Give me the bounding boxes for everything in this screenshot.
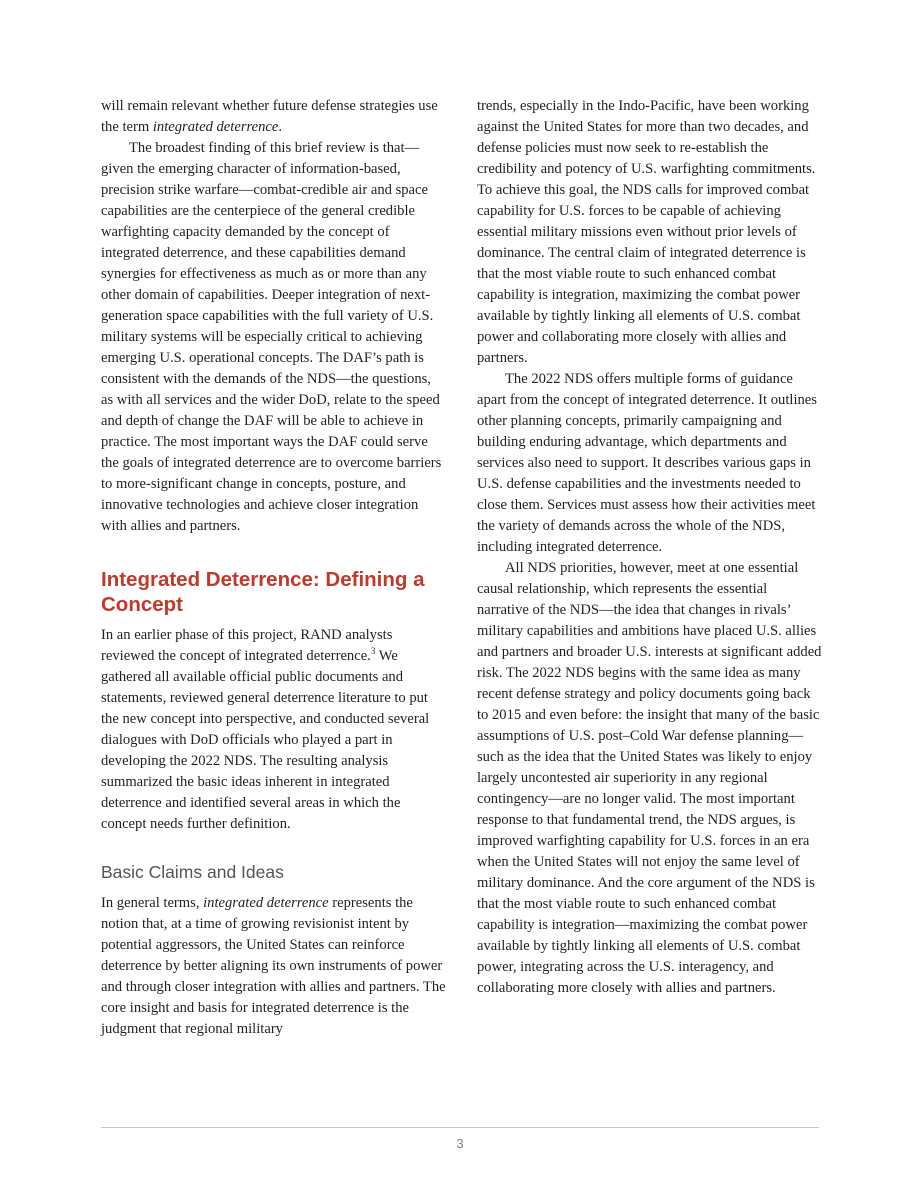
paragraph-trends: trends, especially in the Indo-Pacific, have been working against the United States for more than two decades, and defense policies must now seek to re-establish the credibility and potency of U.S. warfighting commitments. To achieve this goal, the NDS calls for improved combat capability for U.S. forces to be capable of achieving essential military missions even without prior levels of dominance. The central claim of integrated deterrence is that the most viable route to such enhanced combat capability is integration, maximizing the combat power available by tightly linking all elements of U.S. combat power and collaborating more closely with allies and partners. (477, 98, 816, 366)
paragraph-broadest-finding: The broadest finding of this brief review is that—given the emerging character of information-based, precision strike warfare—combat-credible air and space capabilities are the centerpiece of the general credible warfighting capacity demanded by the concept of integrated deterrence, and these capabilities demand synergies for effectiveness as much as or more than any other domain of capabilities. Deeper integration of next-generation space capabilities with the full variety of U.S. military systems will be especially critical to achieving emerging U.S. operational concepts. The DAF’s path is consistent with the demands of the NDS—the questions, as with all services and the wider DoD, relate to the speed and depth of change the DAF will be able to achieve in practice. The most important ways the DAF could serve the goals of integrated deterrence are to overcome barriers to more-significant change in concepts, posture, and innovative technologies and achieve closer integration with allies and partners. (101, 140, 442, 534)
footnote-marker: 3 (370, 646, 376, 657)
footer-divider (101, 1127, 819, 1128)
page-number: 3 (456, 1136, 464, 1151)
paragraph-nds-guidance: The 2022 NDS offers multiple forms of guidance apart from the concept of integrated deterrence. It outlines other planning concepts, primarily campaigning and building enduring advantage, which departments and services also need to support. It describes various gaps in U.S. defense capabilities and the investments needed to close them. Services must assess how their activities meet the variety of demands across the whole of the NDS, including integrated deterrence. (477, 371, 817, 555)
paragraph-earlier-phase: In an earlier phase of this project, RAND analysts reviewed the concept of integrated deterrence.$^3$ We gathered all available official public documents and statements, reviewed general deterrence literature to put the new concept into perspective, and conducted several dialogues with DoD officials who played a part in developing the 2022 NDS. The resulting analysis summarized the basic ideas inherent in integrated deterrence and identified several areas in which the concept needs further definition. (101, 627, 430, 832)
left-column (101, 96, 446, 1040)
paragraph-continued: will remain relevant whether future defense strategies use the term integrated deterrence. (101, 98, 438, 135)
right-column (477, 96, 822, 999)
term-integrated-deterrence: integrated deterrence (203, 895, 329, 911)
term-integrated-deterrence: integrated deterrence (152, 119, 279, 135)
section-heading: Integrated Deterrence: Defining a Concept (101, 568, 425, 616)
subsection-heading: Basic Claims and Ideas (101, 862, 284, 882)
paragraph-nds-priorities: All NDS priorities, however, meet at one essential causal relationship, which represents the essential narrative of the NDS—the idea that changes in rivals’ military capabilities and ambitions have placed U.S. allies and partners and broader U.S. interests at significant added risk. The 2022 NDS begins with the same idea as many recent defense strategy and policy documents going back to 2015 and even before: the insight that many of the basic assumptions of U.S. post–Cold War defense planning—such as the idea that the United States was likely to enjoy largely uncontested air superiority in any regional contingency—are no longer valid. The most important response to that fundamental trend, the NDS argues, is improved warfighting capability for U.S. forces in an era when the United States will not enjoy the same level of military dominance. And the core argument of the NDS is that the most viable route to such enhanced combat capability is integration—maximizing the combat power available by tightly linking all elements of U.S. combat power, integrating across the U.S. interagency, and collaborating more closely with allies and partners. (477, 560, 822, 996)
paragraph-general-terms: In general terms, integrated deterrence represents the notion that, at a time of growing revisionist intent by potential aggressors, the United States can reinforce deterrence by better aligning its own instruments of power and through closer integration with allies and partners. The core insight and basis for integrated deterrence is the judgment that regional military (101, 895, 446, 1037)
